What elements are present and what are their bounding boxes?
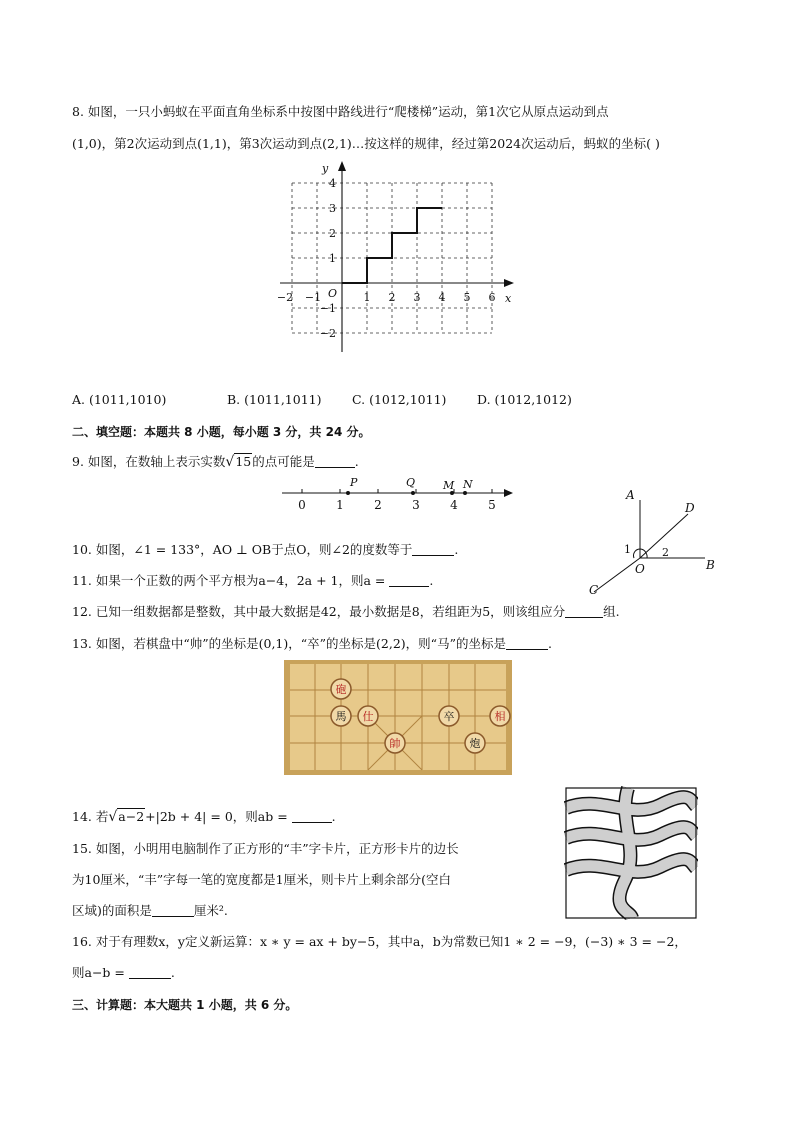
- q8-option-d[interactable]: D. (1012,1012): [477, 392, 572, 407]
- q9-suffix: 的点可能是: [252, 454, 315, 469]
- label-m: M: [443, 479, 455, 492]
- q14-radicand: a−2: [118, 809, 145, 824]
- origin-label: O: [328, 287, 338, 300]
- q10-end: .: [454, 542, 459, 557]
- section-3-heading: 三、计算题：本大题共 1 小题，共 6 分。: [72, 998, 298, 1012]
- svg-text:砲: 砲: [335, 683, 347, 696]
- svg-text:炮: 炮: [469, 737, 481, 750]
- tick-label: 3: [412, 498, 420, 512]
- q13-chessboard: [284, 660, 512, 775]
- q14-prefix: 14. 若: [72, 809, 109, 824]
- tick-label: 2: [374, 498, 382, 512]
- q11-answer-blank[interactable]: [389, 586, 429, 587]
- y-tick: 1: [329, 252, 336, 265]
- section-2-heading: 二、填空题：本题共 8 小题，每小题 3 分，共 24 分。: [72, 425, 371, 439]
- q16-line1: 16. 对于有理数x，y定义新运算：x ∗ y = ax + by−5，其中a，b为常数已知1 ∗ 2 = −9，(−3) ∗ 3 = −2，: [72, 934, 687, 949]
- svg-text:馬: 馬: [335, 710, 347, 723]
- x-axis-arrow: [504, 279, 514, 287]
- q15-line3: [72, 902, 228, 920]
- q14-rest: +|2b + 4| = 0，则ab =: [145, 809, 288, 824]
- x-tick: 5: [463, 291, 471, 304]
- piece-pao-black: [465, 733, 485, 753]
- q13-end: .: [547, 636, 552, 651]
- label-b: B: [706, 558, 715, 572]
- q9-end: .: [354, 454, 359, 469]
- q14-line: [72, 808, 336, 826]
- q9-radicand: 15: [235, 454, 252, 469]
- x-tick: −2: [276, 291, 294, 304]
- tick-label: 4: [450, 498, 458, 512]
- q8-line2: (1,0)，第2次运动到点(1,1)，第3次运动到点(2,1)…按这样的规律，经过第2024次运动后，蚂蚁的坐标( ): [72, 136, 660, 151]
- tick-label: 1: [336, 498, 344, 512]
- svg-text:帥: 帥: [389, 737, 401, 750]
- q8-option-a[interactable]: A. (1011,1010): [72, 392, 167, 407]
- label-n: N: [463, 478, 473, 491]
- q15-line3-prefix: 区域)的面积是: [72, 903, 152, 918]
- q12-answer-blank[interactable]: [565, 617, 603, 618]
- angle-arc-2: [646, 553, 647, 558]
- q13-line: [72, 635, 552, 653]
- q15-answer-blank[interactable]: [152, 916, 194, 917]
- q8-line1: 8. 如图，一只小蚂蚁在平面直角坐标系中按图中路线进行“爬楼梯”运动，第1次它从原点运动到点: [72, 104, 609, 119]
- ray-oc: [594, 558, 640, 592]
- q9-answer-blank[interactable]: [315, 467, 355, 468]
- label-c: C: [589, 583, 599, 597]
- piece-ma-black: [331, 706, 351, 726]
- label-p: P: [350, 476, 358, 489]
- label-a: A: [626, 488, 635, 502]
- x-label: x: [505, 292, 512, 305]
- svg-text:仕: 仕: [362, 710, 374, 723]
- tick-label: 0: [298, 498, 306, 512]
- q14-end: .: [331, 809, 336, 824]
- svg-text:卒: 卒: [443, 710, 455, 723]
- q14-answer-blank[interactable]: [292, 822, 332, 823]
- y-label: y: [322, 162, 329, 175]
- x-tick: 4: [438, 291, 446, 304]
- label-d: D: [685, 501, 695, 515]
- point-q: [411, 491, 415, 495]
- tick-label: 5: [488, 498, 496, 512]
- q11-line: [72, 572, 433, 590]
- sqrt-symbol: √: [225, 454, 235, 470]
- label-o: O: [635, 562, 645, 576]
- q15-line3-suffix: 厘米².: [193, 903, 228, 918]
- x-tick: 3: [413, 291, 421, 304]
- q12-line: [72, 603, 620, 621]
- y-tick: 4: [329, 177, 336, 190]
- y-axis-arrow: [338, 161, 346, 171]
- piece-shi-red: [358, 706, 378, 726]
- point-p: [346, 491, 350, 495]
- x-tick: 2: [388, 291, 396, 304]
- q16-prefix: 则a−b =: [72, 965, 125, 980]
- q11-end: .: [429, 573, 434, 588]
- y-tick: 2: [329, 227, 336, 240]
- q8-coordinate-graph: [270, 158, 530, 358]
- q9-prefix: 9. 如图，在数轴上表示实数: [72, 454, 226, 469]
- q11-text: 11. 如果一个正数的两个平方根为a−4，2a + 1，则a =: [72, 573, 386, 588]
- svg-text:相: 相: [494, 710, 506, 723]
- q12-end: 组.: [603, 604, 620, 619]
- y-tick: −1: [319, 302, 336, 315]
- x-tick: 6: [488, 291, 496, 304]
- q9-line: [72, 453, 359, 471]
- y-tick: 3: [329, 202, 336, 215]
- q16-end: .: [170, 965, 175, 980]
- q15-line2: 为10厘米，“丰”字每一笔的宽度都是1厘米，则卡片上剩余部分(空白: [72, 872, 452, 887]
- q10-line: [72, 541, 458, 559]
- x-tick: −1: [304, 291, 322, 304]
- piece-pao-red: [331, 679, 351, 699]
- q15-feng-card: [564, 786, 698, 922]
- q8-option-b[interactable]: B. (1011,1011): [227, 392, 322, 407]
- q12-text: 12. 已知一组数据都是整数，其中最大数据是42，最小数据是8，若组距为5，则该组应分: [72, 604, 566, 619]
- point-n: [463, 491, 467, 495]
- q13-text: 13. 如图，若棋盘中“帅”的坐标是(0,1)，“卒”的坐标是(2,2)，则“马”的坐标是: [72, 636, 506, 651]
- piece-zu-black: [439, 706, 459, 726]
- q16-line2: [72, 964, 175, 982]
- q8-option-c[interactable]: C. (1012,1011): [352, 392, 447, 407]
- q10-text: 10. 如图，∠1 = 133°，AO ⊥ OB于点O，则∠2的度数等于: [72, 542, 413, 557]
- label-angle-2: 2: [662, 546, 669, 559]
- sqrt-symbol: √: [108, 809, 118, 825]
- label-q: Q: [406, 476, 416, 489]
- piece-shuai-red: [385, 733, 405, 753]
- x-tick: 1: [363, 291, 371, 304]
- q10-angle-figure: [580, 482, 730, 602]
- q16-answer-blank[interactable]: [129, 978, 171, 979]
- q10-answer-blank[interactable]: [412, 555, 454, 556]
- label-angle-1: 1: [624, 543, 631, 556]
- y-tick: −2: [319, 327, 336, 340]
- q13-answer-blank[interactable]: [506, 649, 548, 650]
- piece-xiang-red: [490, 706, 510, 726]
- q15-line1: 15. 如图，小明用电脑制作了正方形的“丰”字卡片，正方形卡片的边长: [72, 841, 459, 856]
- q9-number-line: [278, 474, 518, 514]
